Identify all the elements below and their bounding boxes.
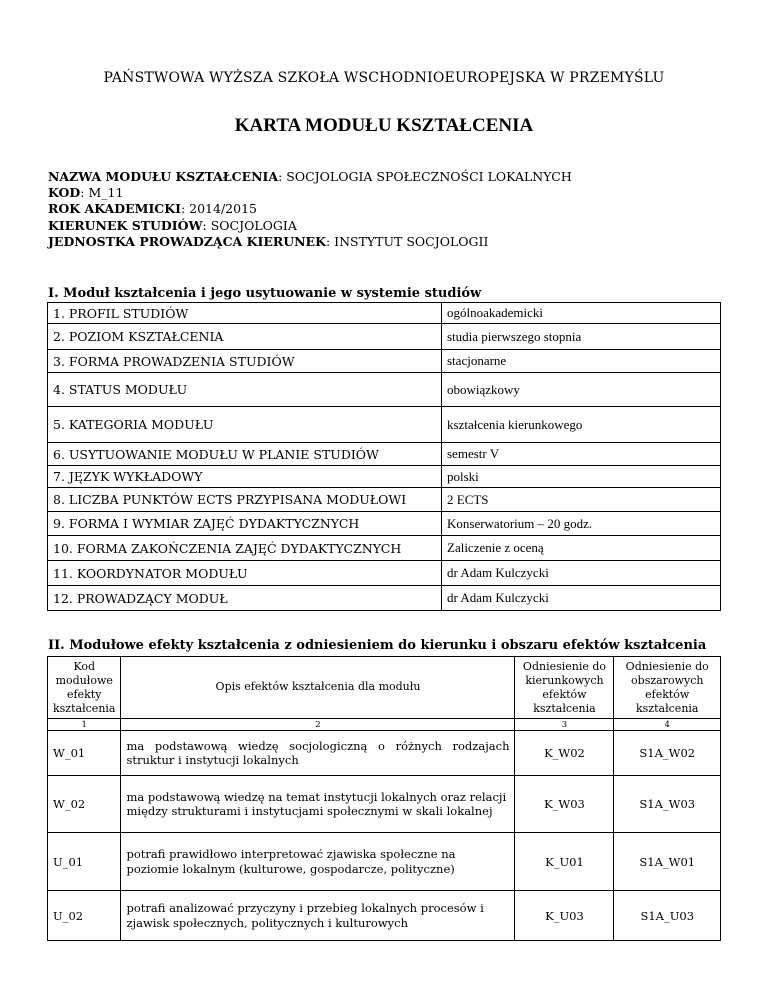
table-row: [48, 407, 721, 443]
table-row: [48, 373, 721, 407]
table-row: [48, 586, 721, 611]
column-number: 1: [48, 719, 121, 731]
row-label: 10. FORMA ZAKOŃCZENIA ZAJĘĆ DYDAKTYCZNYCH: [48, 536, 442, 561]
field-reference: K_U03: [515, 891, 614, 941]
table-row: [48, 536, 721, 561]
row-value: stacjonarne: [442, 350, 721, 373]
row-label: 12. PROWADZĄCY MODUŁ: [48, 586, 442, 611]
meta-code: [48, 185, 572, 201]
field-reference: K_W02: [515, 731, 614, 776]
meta-label: JEDNOSTKA PROWADZĄCA KIERUNEK: [48, 233, 326, 249]
university-name: PAŃSTWOWA WYŻSZA SZKOŁA WSCHODNIOEUROPEJSKA W PRZEMYŚLU: [103, 70, 665, 86]
row-value: obowiązkowy: [442, 373, 721, 407]
row-label: 3. FORMA PROWADZENIA STUDIÓW: [48, 350, 442, 373]
outcome-description: potrafi prawidłowo interpretować zjawiska społeczne na poziomie lokalnym (kulturowe, gospodarcze, polityczne): [121, 833, 515, 891]
row-label: 2. POZIOM KSZTAŁCENIA: [48, 324, 442, 350]
row-value: dr Adam Kulczycki: [442, 586, 721, 611]
meta-label: KOD: [48, 185, 81, 201]
meta-year: [48, 201, 572, 217]
table-row: [48, 512, 721, 536]
table-row: [48, 833, 721, 891]
meta-value: : INSTYTUT SOCJOLOGII: [325, 233, 489, 249]
table-row: [48, 776, 721, 833]
learning-outcomes-table: [47, 656, 721, 941]
row-value: kształcenia kierunkowego: [442, 407, 721, 443]
row-value: semestr V: [442, 443, 721, 466]
row-value: dr Adam Kulczycki: [442, 561, 721, 586]
row-value: polski: [442, 466, 721, 488]
table-row: [48, 350, 721, 373]
outcome-code: W_02: [48, 776, 121, 833]
row-value: studia pierwszego stopnia: [442, 324, 721, 350]
module-info-table: [47, 302, 721, 611]
row-label: 9. FORMA I WYMIAR ZAJĘĆ DYDAKTYCZNYCH: [48, 512, 442, 536]
meta-value: : M_11: [80, 185, 124, 201]
meta-value: : 2014/2015: [180, 201, 257, 217]
table-row: [48, 303, 721, 324]
outcome-description: potrafi analizować przyczyny i przebieg lokalnych procesów i zjawisk społecznych, politycznych i kulturowych: [121, 891, 515, 941]
area-reference: S1A_W01: [614, 833, 721, 891]
section-1-heading: I. Moduł kształcenia i jego usytuowanie w systemie studiów: [48, 286, 482, 301]
row-label: 11. KOORDYNATOR MODUŁU: [48, 561, 442, 586]
row-label: 1. PROFIL STUDIÓW: [48, 303, 442, 324]
area-reference: S1A_W03: [614, 776, 721, 833]
row-label: 6. USYTUOWANIE MODUŁU W PLANIE STUDIÓW: [48, 443, 442, 466]
meta-field: [48, 218, 572, 234]
column-header-field-reference: Odniesienie do kierunkowych efektów kształcenia: [515, 657, 614, 719]
table-row: [48, 324, 721, 350]
column-number-row: [48, 719, 721, 731]
outcome-description: ma podstawową wiedzę na temat instytucji lokalnych oraz relacji między strukturami i instytucjami społecznymi w skali lokalnej: [121, 776, 515, 833]
table-header-row: [48, 657, 721, 719]
row-value: ogólnoakademicki: [442, 303, 721, 324]
table-row: [48, 891, 721, 941]
table-row: [48, 488, 721, 512]
outcome-code: U_02: [48, 891, 121, 941]
outcome-code: U_01: [48, 833, 121, 891]
meta-value: : SOCJOLOGIA SPOŁECZNOŚCI LOKALNYCH: [278, 169, 572, 184]
row-value: Konserwatorium – 20 godz.: [442, 512, 721, 536]
table-row: [48, 561, 721, 586]
column-header-description: Opis efektów kształcenia dla modułu: [121, 657, 515, 719]
column-number: 3: [515, 719, 614, 731]
row-value: 2 ECTS: [442, 488, 721, 512]
document-title: KARTA MODUŁU KSZTAŁCENIA: [234, 115, 534, 136]
column-number: 2: [121, 719, 515, 731]
field-reference: K_U01: [515, 833, 614, 891]
row-label: 4. STATUS MODUŁU: [48, 373, 442, 407]
meta-value: : SOCJOLOGIA: [202, 217, 297, 233]
meta-module-name: [48, 169, 572, 185]
meta-label: NAZWA MODUŁU KSZTAŁCENIA: [48, 169, 279, 184]
row-value: Zaliczenie z oceną: [442, 536, 721, 561]
section-2-heading: II. Modułowe efekty kształcenia z odniesieniem do kierunku i obszaru efektów kształcenia: [48, 638, 707, 653]
table-row: [48, 466, 721, 488]
row-label: 7. JĘZYK WYKŁADOWY: [48, 466, 442, 488]
meta-label: KIERUNEK STUDIÓW: [48, 217, 203, 233]
column-number: 4: [614, 719, 721, 731]
table-row: [48, 443, 721, 466]
meta-unit: [48, 234, 572, 250]
outcome-description: ma podstawową wiedzę socjologiczną o różnych rodzajach struktur i instytucji lokalnych: [121, 731, 515, 776]
table-row: [48, 731, 721, 776]
meta-label: ROK AKADEMICKI: [48, 201, 181, 217]
row-label: 5. KATEGORIA MODUŁU: [48, 407, 442, 443]
row-label: 8. LICZBA PUNKTÓW ECTS PRZYPISANA MODUŁOWI: [48, 488, 442, 512]
field-reference: K_W03: [515, 776, 614, 833]
column-header-area-reference: Odniesienie do obszarowych efektów kształcenia: [614, 657, 721, 719]
area-reference: S1A_U03: [614, 891, 721, 941]
column-header-code: Kod modułowe efekty kształcenia: [48, 657, 121, 719]
outcome-code: W_01: [48, 731, 121, 776]
area-reference: S1A_W02: [614, 731, 721, 776]
module-metadata: [48, 169, 572, 250]
